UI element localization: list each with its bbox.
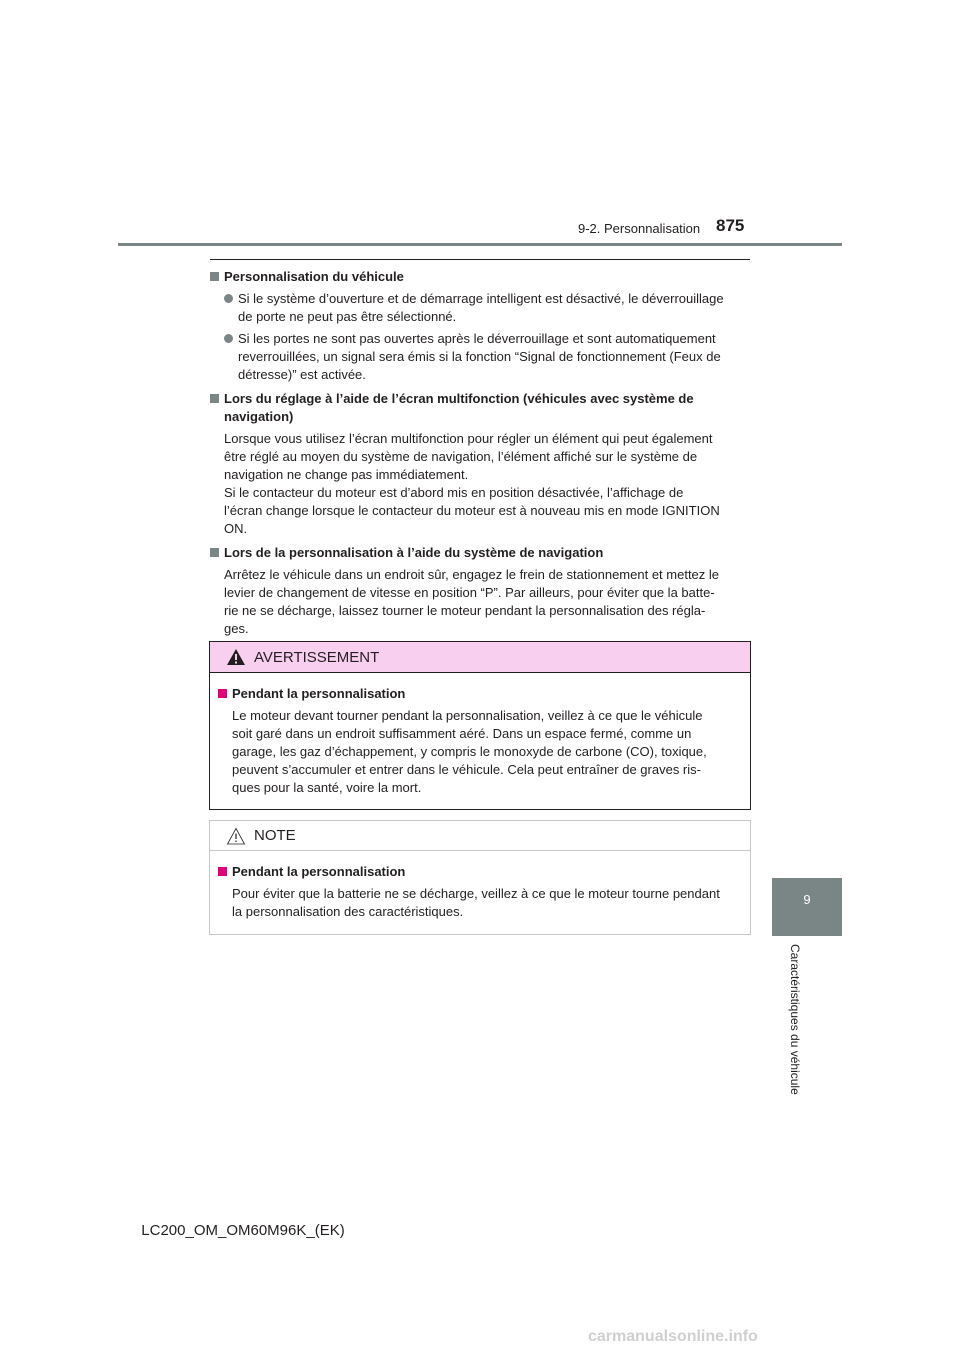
warning-text: Le moteur devant tourner pendant la personnalisation, veillez à ce que le véhicule soit garé dans un endroit suffisamment aéré. Dans un espace fermé, comme un garage, les gaz d’échappement, y compris le monoxyde de carbone (CO), toxique, peuvent s’accumuler et entrer dans le véhicule. Cela peut entraîner de graves ris- ques pour la santé, voire la mort. bbox=[232, 708, 707, 795]
header-rule bbox=[118, 243, 842, 246]
main-content bbox=[210, 268, 750, 638]
section-title: Personnalisation du véhicule bbox=[210, 268, 750, 286]
chapter-number: 9 bbox=[803, 892, 811, 907]
warning-label: AVERTISSEMENT bbox=[254, 649, 380, 666]
list-item: Si le système d’ouverture et de démarrage intelligent est désactivé, le déverrouillage de porte ne peut pas être sélectionné. bbox=[210, 290, 750, 326]
section-title: Lors du réglage à l’aide de l’écran multifonction (véhicules avec système de navigation) bbox=[210, 390, 750, 426]
warning-box bbox=[209, 641, 751, 810]
note-body bbox=[210, 851, 750, 921]
chapter-label: Caractéristiques du véhicule bbox=[788, 944, 802, 1095]
paragraph: Arrêtez le véhicule dans un endroit sûr, engagez le frein de stationnement et mettez le levier de changement de vitesse en position “P”. Par ailleurs, pour éviter que la batte- rie ne se décharge, laissez tourner le moteur pendant la personnalisation des régla- ges. bbox=[224, 567, 720, 636]
warning-header bbox=[210, 642, 750, 673]
note-text: Pour éviter que la batterie ne se décharge, veillez à ce que le moteur tourne pendant la personnalisation des caractéristiques. bbox=[232, 886, 720, 919]
round-bullet-icon bbox=[224, 294, 233, 303]
section-title: Lors de la personnalisation à l’aide du système de navigation bbox=[210, 544, 750, 562]
note-box bbox=[209, 820, 751, 935]
list-item: Si les portes ne sont pas ouvertes après le déverrouillage et sont automatiquement reverrouillées, un signal sera émis si la fonction “Signal de fonctionnement (Feux de détresse)” est activée. bbox=[210, 330, 750, 384]
content-rule bbox=[210, 259, 750, 260]
round-bullet-icon bbox=[224, 334, 233, 343]
note-label: NOTE bbox=[254, 827, 296, 844]
square-bullet-icon bbox=[210, 394, 219, 403]
footer-code: LC200_OM_OM60M96K_(EK) bbox=[141, 1222, 345, 1239]
warning-body bbox=[210, 673, 750, 797]
page-number: 875 bbox=[716, 216, 745, 235]
section-header: 9-2. Personnalisation bbox=[578, 221, 701, 236]
watermark: carmanualsonline.info bbox=[588, 1328, 758, 1345]
note-header bbox=[210, 821, 750, 851]
warning-title: Pendant la personnalisation bbox=[218, 685, 740, 703]
square-bullet-icon bbox=[218, 689, 227, 698]
paragraph: Lorsque vous utilisez l’écran multifonction pour régler un élément qui peut également être réglé au moyen du système de navigation, l’élément affiché sur le système de navigation ne change pas immédiatement. Si le contacteur du moteur est d’abord mis en position désactivée, l’affichage de l’écran change lorsque le contacteur du moteur est à nouveau mis en mode IGNITION ON. bbox=[224, 431, 720, 536]
chapter-tab bbox=[772, 878, 842, 936]
warning-triangle-icon bbox=[226, 648, 246, 666]
note-triangle-icon bbox=[226, 827, 246, 845]
note-title: Pendant la personnalisation bbox=[218, 863, 740, 881]
square-bullet-icon bbox=[210, 548, 219, 557]
square-bullet-icon bbox=[218, 867, 227, 876]
square-bullet-icon bbox=[210, 272, 219, 281]
